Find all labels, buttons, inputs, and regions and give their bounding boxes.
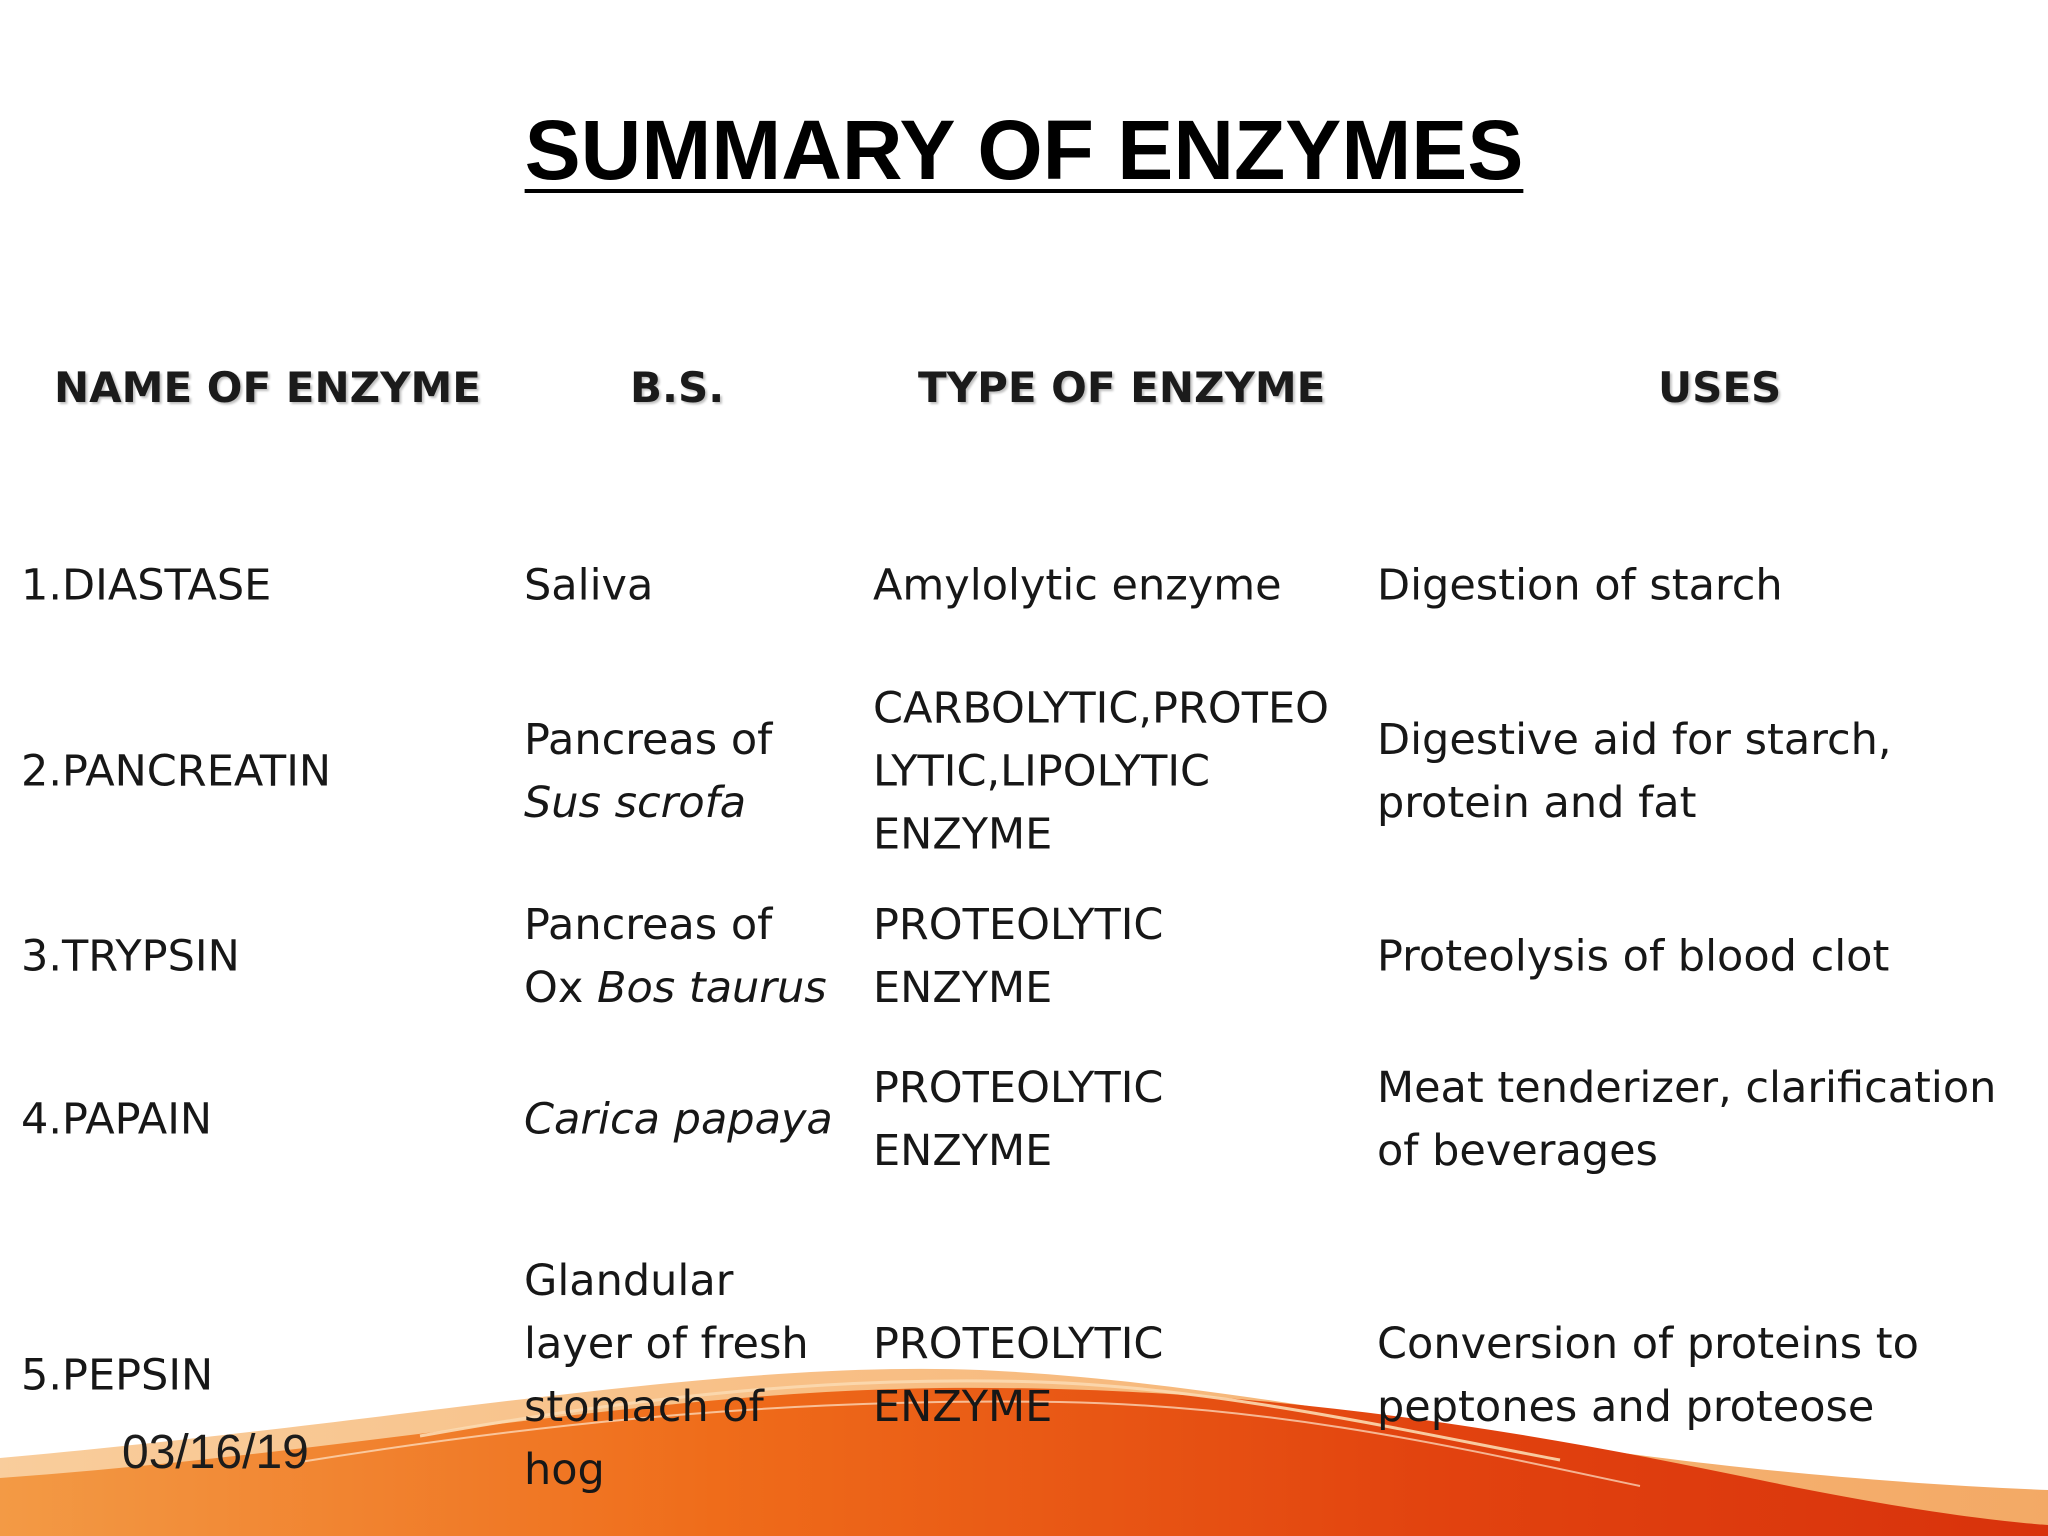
table-row-3-type: PROTEOLYTIC ENZYME <box>873 900 1164 1013</box>
table-row-1-name: 1.DIASTASE <box>21 560 272 611</box>
table-row-1-source: Saliva <box>524 560 654 611</box>
table-row-4-uses: Meat tenderizer, clarification of beverages <box>1377 1063 1997 1176</box>
column-header-name: NAME OF ENZYME <box>54 363 481 412</box>
column-header-source: B.S. <box>630 363 725 412</box>
table-row-2-source: Pancreas of Sus scrofa <box>524 715 773 828</box>
table-row-5-name: 5.PEPSIN <box>21 1350 214 1401</box>
page-title: SUMMARY OF ENZYMES <box>524 103 1524 197</box>
table-row-3-name: 3.TRYPSIN <box>21 931 240 982</box>
table-row-5-uses: Conversion of proteins to peptones and proteose <box>1377 1319 1919 1432</box>
table-row-2-uses: Digestive aid for starch, protein and fat <box>1377 715 1892 828</box>
table-row-5-source: Glandular layer of fresh stomach of hog <box>524 1256 809 1495</box>
table-row-3-source: Pancreas of Ox Bos taurus <box>524 900 827 1013</box>
column-header-type: TYPE OF ENZYME <box>918 363 1326 412</box>
column-header-uses: USES <box>1658 363 1782 412</box>
table-row-4-type: PROTEOLYTIC ENZYME <box>873 1063 1164 1176</box>
table-row-1-type: Amylolytic enzyme <box>873 560 1282 611</box>
table-row-2-name: 2.PANCREATIN <box>21 746 332 797</box>
table-row-3-uses: Proteolysis of blood clot <box>1377 931 1890 982</box>
table-row-4-name: 4.PAPAIN <box>21 1094 213 1145</box>
table-row-2-type: CARBOLYTIC,PROTEO LYTIC,LIPOLYTIC ENZYME <box>873 683 1329 860</box>
table-row-5-type: PROTEOLYTIC ENZYME <box>873 1319 1164 1432</box>
table-row-1-uses: Digestion of starch <box>1377 560 1783 611</box>
table-row-4-source: Carica papaya <box>524 1094 833 1145</box>
footer-date: 03/16/19 <box>122 1426 309 1479</box>
